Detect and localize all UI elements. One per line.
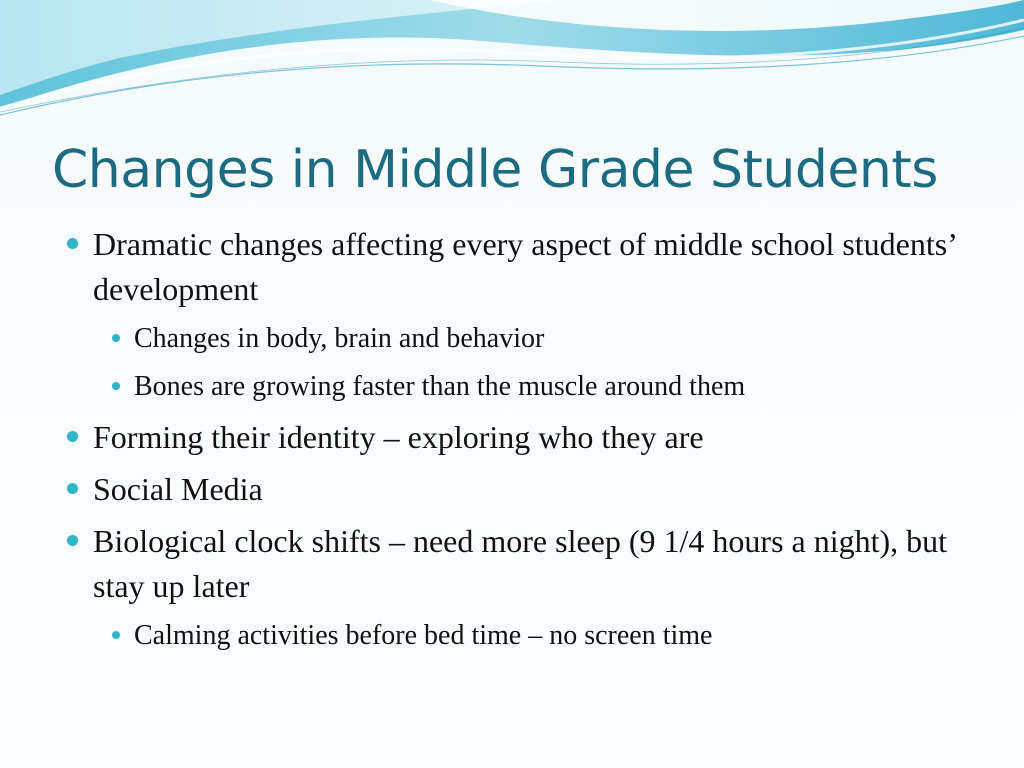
bullet-text: Social Media [93,471,263,507]
sub-bullet-item [60,367,980,407]
decorative-wave-header [0,0,1024,130]
sub-bullet-item [60,616,980,656]
bullet-text: Calming activities before bed time – no screen time [134,620,713,651]
bullet-dot-icon [67,431,78,442]
bullet-text: Bones are growing faster than the muscle around them [134,371,746,402]
sub-bullet-item [60,319,980,359]
slide-title: Changes in Middle Grade Students [52,140,938,200]
bullet-item [60,415,980,460]
bullet-text: Biological clock shifts – need more sleep (9 1/4 hours a night), but stay up later [93,523,948,604]
bullet-item [60,222,980,312]
bullet-dot-icon [67,238,78,249]
bullet-dot-icon [112,334,120,342]
bullet-dot-icon [67,483,78,494]
bullet-item [60,519,980,609]
bullet-text: Changes in body, brain and behavior [134,323,545,354]
bullet-dot-icon [112,631,120,639]
bullet-dot-icon [112,382,120,390]
bullet-dot-icon [67,535,78,546]
bullet-text: Forming their identity – exploring who they are [93,419,704,455]
bullet-list [60,222,980,664]
bullet-item [60,467,980,512]
bullet-text: Dramatic changes affecting every aspect of middle school students’ development [93,226,956,307]
